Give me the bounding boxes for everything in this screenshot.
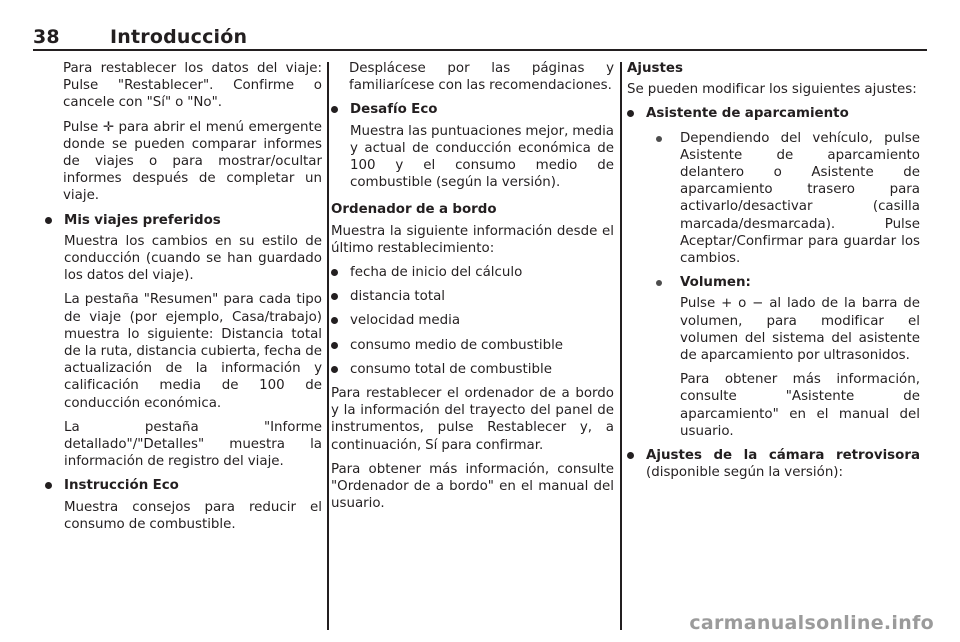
- text-column-1: [45, 60, 322, 540]
- paragraph: Para restablecer el ordenador de a bordo y la información del trayecto del panel de instrumentos, pulse Restablecer y, a continuación, Sí para confirmar.: [331, 386, 614, 453]
- page-header: [33, 26, 247, 48]
- list-item: [627, 105, 920, 122]
- list-item: [45, 477, 322, 533]
- list-item-label: Mis viajes preferidos: [64, 212, 221, 228]
- paragraph: Para restablecer los datos del viaje: Pulse "Restablecer". Confirme o cancele con "Sí" o "No".: [63, 61, 322, 111]
- section-heading: Ajustes: [627, 61, 683, 76]
- list-item-label-suffix: (disponible según la versión):: [646, 465, 844, 481]
- header-rule: [33, 49, 927, 51]
- list-item-content: [350, 264, 614, 281]
- list-item: [331, 312, 614, 329]
- list-item-content: [350, 361, 614, 378]
- bullet-level1-icon: [331, 101, 350, 191]
- watermark: carmanualsonline.info: [689, 612, 934, 634]
- paragraph: Muestra la siguiente información desde el último restablecimiento:: [331, 223, 614, 256]
- list-item-content: [64, 477, 322, 533]
- bullet-level1-icon: [331, 288, 350, 305]
- list-item-content: [680, 130, 920, 268]
- paragraph: Para obtener más información, consulte "Ordenador de a bordo" en el manual del usuario.: [331, 461, 614, 512]
- list-item-paragraph: La pestaña "Informe detallado"/"Detalles" muestra la información de registro del viaje.: [64, 419, 322, 470]
- bullet-level2-icon: [656, 274, 680, 440]
- page-title: Introducción: [110, 26, 248, 48]
- list-item-content: [646, 447, 920, 481]
- paragraph: Pulse ✛ para abrir el menú emergente donde se pueden comparar informes de viajes o para mostrar/ocultar informes después de completar un viaje.: [63, 119, 322, 204]
- list-item-line: [64, 212, 322, 229]
- list-item-label: Asistente de aparcamiento: [646, 106, 849, 122]
- list-item-content: [680, 274, 920, 440]
- list-item-paragraph: Pulse + o − al lado de la barra de volumen, para modificar el volumen del sistema del asistente de aparcamiento por ultrasonidos.: [680, 296, 920, 364]
- text-column-3: [627, 60, 920, 488]
- bullet-level1-icon: [331, 361, 350, 378]
- list-item-text: Dependiendo del vehículo, pulse Asistente de aparcamiento delantero o Asistente de aparcamiento trasero para activarlo/desactivar (casilla marcada/desmarcada). Pulse Aceptar/Confirmar para guardar los cambios.: [680, 130, 920, 267]
- page-number: 38: [33, 26, 60, 48]
- list-item-text: consumo medio de combustible: [350, 337, 564, 353]
- bullet-level1-icon: [627, 447, 646, 481]
- column-divider-1: [327, 62, 329, 630]
- list-item: [45, 212, 322, 471]
- bullet-level1-icon: [331, 312, 350, 329]
- bullet-level1-icon: [627, 105, 646, 122]
- bullet-level1-icon: [331, 337, 350, 354]
- list-item-text: velocidad media: [350, 313, 461, 329]
- list-item-content: [350, 288, 614, 305]
- list-item-label: Desafío Eco: [350, 102, 438, 118]
- list-item: [331, 337, 614, 354]
- list-item-content: [646, 105, 920, 122]
- list-item: [331, 264, 614, 281]
- list-item-line: [646, 447, 920, 481]
- list-item-paragraph: Para obtener más información, consulte "Asistente de aparcamiento" en el manual del usuario.: [680, 372, 920, 439]
- list-item-text: consumo total de combustible: [350, 361, 552, 377]
- list-item: [331, 361, 614, 378]
- list-item: [627, 447, 920, 481]
- paragraph: Desplácese por las páginas y familiarícese con las recomendaciones.: [349, 61, 614, 94]
- list-item-label: Volumen:: [680, 275, 751, 291]
- list-item-content: [350, 337, 614, 354]
- bullet-level2-icon: [656, 130, 680, 268]
- list-item: [656, 274, 920, 440]
- column-divider-2: [620, 62, 622, 630]
- text-column-2: [331, 60, 614, 519]
- list-item: [331, 101, 614, 191]
- list-item-text: distancia total: [350, 289, 446, 305]
- bullet-level1-icon: [45, 477, 64, 533]
- bullet-level1-icon: [45, 212, 64, 471]
- list-item-paragraph: Muestra los cambios en su estilo de conducción (cuando se han guardado los datos del viaje).: [64, 233, 322, 284]
- bullet-level1-icon: [331, 264, 350, 281]
- list-item-line: [64, 477, 322, 494]
- list-item-paragraph: La pestaña "Resumen" para cada tipo de viaje (por ejemplo, Casa/trabajo) muestra lo siguiente: Distancia total de la ruta, distancia cubierta, fecha de actualización de la información y calificación media de 100 de conducción económica.: [64, 292, 322, 411]
- list-item: [656, 130, 920, 268]
- list-item-line: [646, 105, 920, 122]
- list-item-line: [680, 274, 920, 291]
- list-item-paragraph: Muestra consejos para reducir el consumo de combustible.: [64, 499, 322, 532]
- paragraph: Se pueden modificar los siguientes ajustes:: [627, 82, 917, 98]
- list-item-content: [350, 101, 614, 191]
- list-item: [331, 288, 614, 305]
- list-item-label: Ajustes de la cámara retrovisora: [646, 448, 920, 464]
- list-item-content: [64, 212, 322, 471]
- list-item-paragraph: Muestra las puntuaciones mejor, media y actual de conducción económica de 100 y el consumo medio de combustible (según la versión).: [350, 123, 615, 191]
- list-item-line: [350, 101, 614, 118]
- section-heading: Ordenador de a bordo: [331, 202, 497, 218]
- list-item-text: fecha de inicio del cálculo: [350, 265, 523, 281]
- list-item-label: Instrucción Eco: [64, 478, 179, 494]
- list-item-content: [350, 312, 614, 329]
